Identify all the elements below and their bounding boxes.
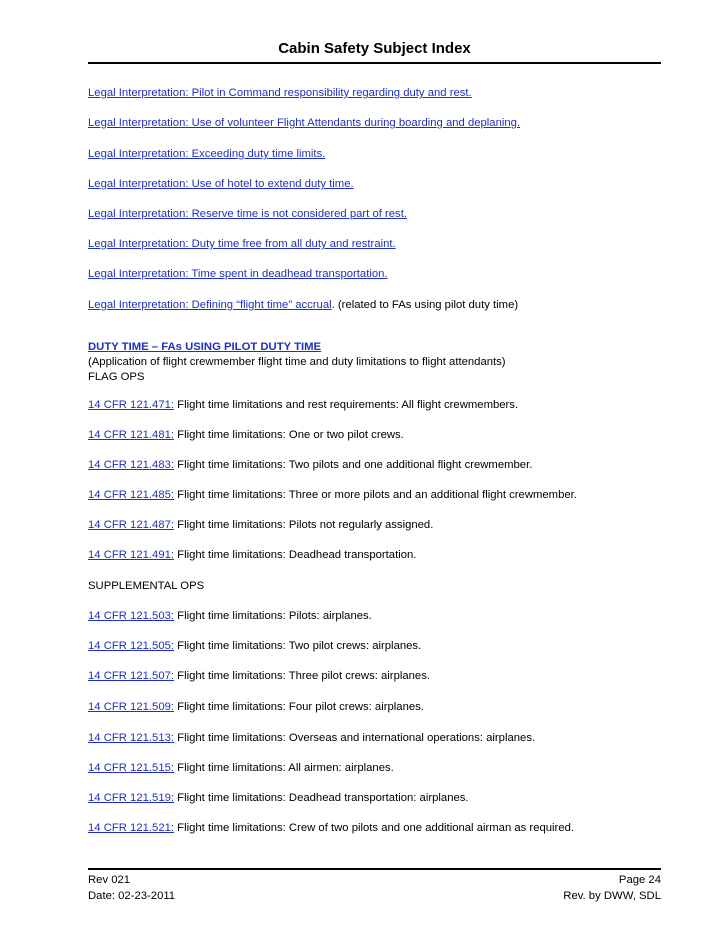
revision-date: Date: 02-23-2011 bbox=[88, 890, 176, 902]
cfr-description: Flight time limitations: All airmen: airplanes. bbox=[174, 762, 394, 774]
page-header bbox=[88, 38, 661, 64]
cfr-description: Flight time limitations: Deadhead transportation: airplanes. bbox=[174, 792, 469, 804]
cfr-description: Flight time limitations: Two pilots and one additional flight crewmember. bbox=[174, 459, 533, 471]
revised-by: Rev. by DWW, SDL bbox=[563, 890, 661, 902]
cfr-item bbox=[88, 518, 433, 533]
cfr-item bbox=[88, 731, 535, 746]
cfr-item bbox=[88, 821, 574, 836]
cfr-description: Flight time limitations: Deadhead transportation. bbox=[174, 549, 417, 561]
cfr-link[interactable]: 14 CFR 121.485: bbox=[88, 489, 175, 501]
cfr-link[interactable]: 14 CFR 121.515: bbox=[88, 762, 175, 774]
legal-link[interactable]: Legal Interpretation: Reserve time is not considered part of rest. bbox=[88, 208, 407, 220]
cfr-description: Flight time limitations: Pilots not regularly assigned. bbox=[174, 519, 434, 531]
legal-link[interactable]: Legal Interpretation: Time spent in deadhead transportation. bbox=[88, 268, 388, 280]
cfr-description: Flight time limitations: Four pilot crews: airplanes. bbox=[174, 701, 424, 713]
cfr-link[interactable]: 14 CFR 121.481: bbox=[88, 429, 175, 441]
cfr-description: Flight time limitations: Three pilot crews: airplanes. bbox=[174, 670, 430, 682]
cfr-description: Flight time limitations: One or two pilot crews. bbox=[174, 429, 404, 441]
legal-link[interactable]: Legal Interpretation: Exceeding duty time limits. bbox=[88, 148, 326, 160]
cfr-description: Flight time limitations: Crew of two pilots and one additional airman as required. bbox=[174, 822, 575, 834]
cfr-link[interactable]: 14 CFR 121.491: bbox=[88, 549, 175, 561]
cfr-description: Flight time limitations: Pilots: airplanes. bbox=[174, 610, 372, 622]
cfr-link[interactable]: 14 CFR 121.487: bbox=[88, 519, 175, 531]
legal-item[interactable] bbox=[88, 86, 472, 101]
cfr-link[interactable]: 14 CFR 121.503: bbox=[88, 610, 175, 622]
section-subtitle: (Application of flight crewmember flight time and duty limitations to flight attendants) bbox=[88, 356, 506, 368]
legal-item[interactable] bbox=[88, 267, 388, 282]
legal-note: . (related to FAs using pilot duty time) bbox=[331, 299, 519, 311]
legal-link[interactable]: Legal Interpretation: Use of hotel to extend duty time. bbox=[88, 178, 354, 190]
page-title: Cabin Safety Subject Index bbox=[278, 40, 471, 57]
legal-link[interactable]: Legal Interpretation: Duty time free from all duty and restraint. bbox=[88, 238, 396, 250]
legal-link[interactable]: Legal Interpretation: Use of volunteer Flight Attendants during boarding and deplaning. bbox=[88, 117, 521, 129]
cfr-item bbox=[88, 428, 404, 443]
cfr-link[interactable]: 14 CFR 121.509: bbox=[88, 701, 175, 713]
legal-item bbox=[88, 298, 518, 313]
cfr-description: Flight time limitations and rest requirements: All flight crewmembers. bbox=[174, 399, 519, 411]
cfr-item bbox=[88, 548, 416, 563]
cfr-description: Flight time limitations: Two pilot crews: airplanes. bbox=[174, 640, 422, 652]
cfr-item bbox=[88, 609, 372, 624]
supplemental-ops-label: SUPPLEMENTAL OPS bbox=[88, 580, 205, 592]
cfr-item bbox=[88, 639, 421, 654]
cfr-item bbox=[88, 669, 430, 684]
cfr-item bbox=[88, 700, 424, 715]
legal-item[interactable] bbox=[88, 207, 407, 222]
legal-item[interactable] bbox=[88, 147, 325, 162]
cfr-link[interactable]: 14 CFR 121.519: bbox=[88, 792, 175, 804]
revision-number: Rev 021 bbox=[88, 874, 131, 886]
legal-item[interactable] bbox=[88, 177, 354, 192]
document-page bbox=[88, 0, 661, 943]
cfr-link[interactable]: 14 CFR 121.483: bbox=[88, 459, 175, 471]
cfr-link[interactable]: 14 CFR 121.507: bbox=[88, 670, 175, 682]
cfr-link[interactable]: 14 CFR 121.505: bbox=[88, 640, 175, 652]
cfr-item bbox=[88, 458, 532, 473]
cfr-description: Flight time limitations: Three or more pilots and an additional flight crewmember. bbox=[174, 489, 577, 501]
legal-link[interactable]: Legal Interpretation: Defining “flight time” accrual bbox=[88, 299, 332, 311]
cfr-item bbox=[88, 398, 518, 413]
cfr-link[interactable]: 14 CFR 121.513: bbox=[88, 732, 175, 744]
page-footer bbox=[88, 868, 661, 904]
duty-time-heading-link[interactable]: DUTY TIME – FAs USING PILOT DUTY TIME bbox=[88, 341, 322, 353]
cfr-item bbox=[88, 761, 394, 776]
cfr-item bbox=[88, 791, 469, 806]
page-number: Page 24 bbox=[618, 874, 661, 886]
legal-item[interactable] bbox=[88, 116, 520, 131]
cfr-description: Flight time limitations: Overseas and international operations: airplanes. bbox=[174, 732, 536, 744]
flag-ops-label: FLAG OPS bbox=[88, 371, 145, 383]
section-heading[interactable] bbox=[88, 340, 321, 355]
cfr-link[interactable]: 14 CFR 121.471: bbox=[88, 399, 175, 411]
legal-link[interactable]: Legal Interpretation: Pilot in Command responsibility regarding duty and rest. bbox=[88, 87, 472, 99]
cfr-link[interactable]: 14 CFR 121.521: bbox=[88, 822, 175, 834]
cfr-item bbox=[88, 488, 577, 503]
legal-item[interactable] bbox=[88, 237, 396, 252]
